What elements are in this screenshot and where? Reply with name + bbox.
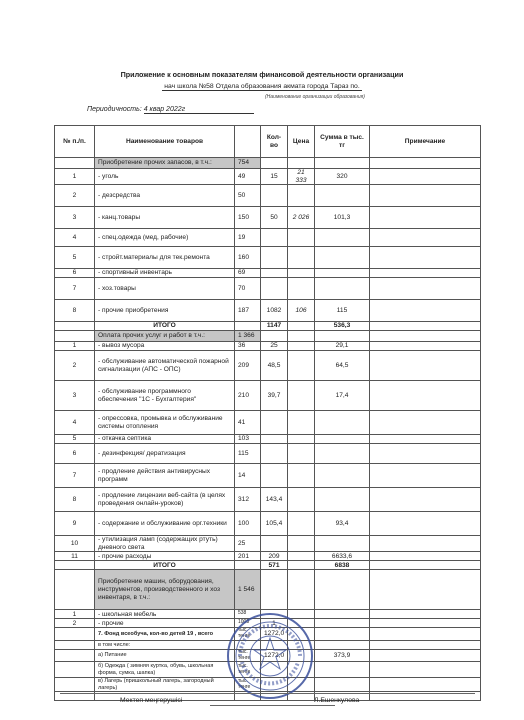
signature-block — [60, 693, 475, 706]
note — [370, 464, 481, 488]
table-row — [55, 381, 481, 411]
price — [288, 411, 315, 435]
note — [370, 185, 481, 207]
col-header-sum: Сумма в тыс. тг — [315, 126, 370, 158]
sum: 101,3 — [315, 207, 370, 229]
note — [370, 331, 481, 342]
table-row — [55, 169, 481, 185]
note — [370, 536, 481, 552]
row-number: 4 — [55, 229, 95, 247]
price — [288, 185, 315, 207]
price — [288, 570, 315, 610]
note — [370, 444, 481, 464]
quantity — [261, 536, 288, 552]
period-value: 4 квар 2022г — [144, 106, 254, 114]
official-stamp — [226, 612, 314, 700]
quantity — [261, 444, 288, 464]
col-header-qty: Кол-во — [261, 126, 288, 158]
row-number: 2 — [55, 185, 95, 207]
quantity — [261, 435, 288, 444]
row-number — [55, 640, 95, 649]
sum — [315, 411, 370, 435]
note — [370, 512, 481, 536]
row-number — [55, 561, 95, 570]
total-value: тыс. тенге — [235, 649, 261, 662]
item-name: - спец.одежда (мед, рабочие) — [95, 229, 235, 247]
note — [370, 628, 481, 641]
note — [370, 561, 481, 570]
row-number: 8 — [55, 488, 95, 512]
sum — [315, 662, 370, 678]
price: 21 333 — [288, 169, 315, 185]
total-value: 14 — [235, 464, 261, 488]
item-name: - спортивный инвентарь — [95, 269, 235, 278]
price — [288, 464, 315, 488]
sum: 6838 — [315, 561, 370, 570]
row-number: 6 — [55, 444, 95, 464]
organization-note: (Наименование организации образования) — [265, 94, 365, 100]
quantity: 1272,0 — [261, 628, 288, 641]
note — [370, 300, 481, 322]
item-name: - содержание и обслуживание орг.техники — [95, 512, 235, 536]
price — [288, 488, 315, 512]
note — [370, 342, 481, 351]
price — [288, 229, 315, 247]
total-value: 201 — [235, 552, 261, 561]
sum — [315, 610, 370, 619]
quantity: 50 — [261, 207, 288, 229]
total-value: 41 — [235, 411, 261, 435]
row-number: 10 — [55, 536, 95, 552]
item-name: а) Питание — [95, 649, 235, 662]
quantity: 25 — [261, 342, 288, 351]
quantity — [261, 158, 288, 169]
table-row — [55, 552, 481, 561]
sum — [315, 464, 370, 488]
signature-name: Л.Ешенкулова — [314, 697, 360, 704]
table-row — [55, 207, 481, 229]
table-row — [55, 247, 481, 269]
item-name: - прочие расходы — [95, 552, 235, 561]
sum — [315, 269, 370, 278]
quantity — [261, 411, 288, 435]
table-row — [55, 278, 481, 300]
note — [370, 435, 481, 444]
table-row — [55, 512, 481, 536]
note — [370, 619, 481, 628]
table-row — [55, 351, 481, 381]
note — [370, 381, 481, 411]
col-header-note: Примечание — [370, 126, 481, 158]
price — [288, 247, 315, 269]
sum: 6633,6 — [315, 552, 370, 561]
quantity: 48,5 — [261, 351, 288, 381]
total-value: тыс. тенге — [235, 678, 261, 692]
note — [370, 322, 481, 331]
signature-line — [210, 705, 335, 706]
note — [370, 169, 481, 185]
sum — [315, 640, 370, 649]
sum: 115 — [315, 300, 370, 322]
item-name: ИТОГО — [95, 322, 235, 331]
total-value: 150 — [235, 207, 261, 229]
item-name: ИТОГО — [95, 561, 235, 570]
table-row — [55, 536, 481, 552]
total-value: 19 — [235, 229, 261, 247]
note — [370, 278, 481, 300]
row-number: 8 — [55, 300, 95, 322]
row-number: 2 — [55, 351, 95, 381]
item-name: б) Одежда ( зимняя куртка, обувь, школьная форма, сумка, шапка) — [95, 662, 235, 678]
row-number: 7 — [55, 278, 95, 300]
row-number: 1 — [55, 342, 95, 351]
sum: 64,5 — [315, 351, 370, 381]
table-row — [55, 488, 481, 512]
note — [370, 552, 481, 561]
section-row — [55, 158, 481, 169]
quantity: 1272,0 — [261, 649, 288, 662]
table-row — [55, 342, 481, 351]
table-row — [55, 229, 481, 247]
total-value: тыс. тенге — [235, 662, 261, 678]
total-value: 69 — [235, 269, 261, 278]
quantity — [261, 464, 288, 488]
row-number — [55, 628, 95, 641]
table-header-row — [55, 126, 481, 158]
item-name: - продление лицензии веб-сайта (в целях проведения онлайн-уроков) — [95, 488, 235, 512]
item-name: - откачка септика — [95, 435, 235, 444]
col-header-total — [235, 126, 261, 158]
table-row — [55, 269, 481, 278]
sum: 17,4 — [315, 381, 370, 411]
price — [288, 435, 315, 444]
total-value: 1 366 — [235, 331, 261, 342]
item-name: - обслуживание автоматической пожарной сигнализации (АПС - ОПС) — [95, 351, 235, 381]
row-number — [55, 322, 95, 331]
quantity — [261, 229, 288, 247]
note — [370, 662, 481, 678]
price — [288, 269, 315, 278]
note — [370, 488, 481, 512]
sum — [315, 536, 370, 552]
note — [370, 610, 481, 619]
row-number: 1 — [55, 610, 95, 619]
table-row — [55, 444, 481, 464]
total-value: 210 — [235, 381, 261, 411]
item-name: Приобретение машин, оборудования, инструментов, производственного и хоз инвентаря, в т.ч.: — [95, 570, 235, 610]
note — [370, 351, 481, 381]
note — [370, 678, 481, 692]
total-value: 49 — [235, 169, 261, 185]
sum — [315, 570, 370, 610]
note — [370, 207, 481, 229]
quantity: 1147 — [261, 322, 288, 331]
sum: 373,9 — [315, 649, 370, 662]
total-value — [235, 322, 261, 331]
item-name: - уголь — [95, 169, 235, 185]
sum — [315, 247, 370, 269]
total-value: 1008 — [235, 619, 261, 628]
total-value: 36 — [235, 342, 261, 351]
sum — [315, 444, 370, 464]
note — [370, 570, 481, 610]
item-name: в том числе: — [95, 640, 235, 649]
item-name: - дезинфекция/ дератизация — [95, 444, 235, 464]
note — [370, 649, 481, 662]
row-number: 4 — [55, 411, 95, 435]
price — [288, 342, 315, 351]
row-number: 7 — [55, 464, 95, 488]
item-name: - канц.товары — [95, 207, 235, 229]
table-row — [55, 411, 481, 435]
item-name: Оплата прочих услуг и работ в т.ч.: — [95, 331, 235, 342]
item-name: - школьная мебель — [95, 610, 235, 619]
total-value: 312 — [235, 488, 261, 512]
quantity — [261, 570, 288, 610]
row-number: 11 — [55, 552, 95, 561]
sum — [315, 678, 370, 692]
quantity: 143,4 — [261, 488, 288, 512]
item-name: в) Лагерь (пришкольный лагерь, загородный лагерь) — [95, 678, 235, 692]
item-name: - обслуживание программного обеспечения "1С - Бухгалтерия" — [95, 381, 235, 411]
col-header-price: Цена — [288, 126, 315, 158]
section-row — [55, 331, 481, 342]
total-value: 187 — [235, 300, 261, 322]
total-value: 25 — [235, 536, 261, 552]
table-row — [55, 464, 481, 488]
sum — [315, 331, 370, 342]
total-value: 754 — [235, 158, 261, 169]
item-name: 7. Фонд всеобуча, кол-во детей 19 , всего — [95, 628, 235, 641]
row-number: 3 — [55, 381, 95, 411]
quantity: 1 — [261, 619, 288, 628]
price — [288, 552, 315, 561]
note — [370, 229, 481, 247]
period — [87, 106, 254, 114]
price — [288, 351, 315, 381]
item-name: - прочие приобретения — [95, 300, 235, 322]
sum — [315, 185, 370, 207]
row-number: 5 — [55, 247, 95, 269]
sum — [315, 628, 370, 641]
item-name: - опрессовка, промывка и обслуживание системы отопления — [95, 411, 235, 435]
note — [370, 411, 481, 435]
quantity — [261, 331, 288, 342]
quantity: 571 — [261, 561, 288, 570]
quantity: 39,7 — [261, 381, 288, 411]
item-name: - прочие — [95, 619, 235, 628]
sum — [315, 158, 370, 169]
row-number: 3 — [55, 207, 95, 229]
item-name: - стройт.материалы для тек.ремонта — [95, 247, 235, 269]
quantity: 209 — [261, 552, 288, 561]
row-number: 6 — [55, 269, 95, 278]
col-header-no: № п./п. — [55, 126, 95, 158]
total-row — [55, 322, 481, 331]
total-value: 70 — [235, 278, 261, 300]
total-value: тыс. тенге — [235, 628, 261, 641]
sum — [315, 619, 370, 628]
note — [370, 158, 481, 169]
row-number: 5 — [55, 435, 95, 444]
total-value: 100 — [235, 512, 261, 536]
document-title: Приложение к основным показателям финансовой деятельности организации — [120, 70, 404, 79]
row-number — [55, 158, 95, 169]
quantity: 105,4 — [261, 512, 288, 536]
organization-name: нач школа №58 Отдела образования акмата города Тараз по. — [164, 83, 360, 90]
price — [288, 512, 315, 536]
sum: 536,3 — [315, 322, 370, 331]
signature-label: Мектеп меңгерушісі — [120, 697, 183, 704]
row-number — [55, 570, 95, 610]
price: 106 — [288, 300, 315, 322]
total-row — [55, 561, 481, 570]
section-row — [55, 570, 481, 610]
total-value: 103 — [235, 435, 261, 444]
quantity — [261, 269, 288, 278]
sum: 93,4 — [315, 512, 370, 536]
total-value: 115 — [235, 444, 261, 464]
sum — [315, 229, 370, 247]
sum — [315, 488, 370, 512]
price — [288, 331, 315, 342]
total-value: 1 546 — [235, 570, 261, 610]
row-number: 2 — [55, 619, 95, 628]
period-label: Периодичность: — [87, 106, 142, 113]
table-row — [55, 185, 481, 207]
price — [288, 158, 315, 169]
note — [370, 247, 481, 269]
item-name: - продление действия антивирусных программ — [95, 464, 235, 488]
table-row — [55, 300, 481, 322]
price: 2 026 — [288, 207, 315, 229]
quantity — [261, 247, 288, 269]
item-name: - хоз.товары — [95, 278, 235, 300]
sum: 29,1 — [315, 342, 370, 351]
price — [288, 278, 315, 300]
col-header-name: Наименование товаров — [95, 126, 235, 158]
item-name: - утилизация ламп (содержащих ртуть) дневного света — [95, 536, 235, 552]
note — [370, 640, 481, 649]
item-name: Приобретение прочих запасов, в т.ч.: — [95, 158, 235, 169]
sum: 320 — [315, 169, 370, 185]
quantity — [261, 278, 288, 300]
row-number — [55, 678, 95, 692]
quantity: 15 — [261, 169, 288, 185]
total-value: 50 — [235, 185, 261, 207]
quantity: 1082 — [261, 300, 288, 322]
price — [288, 322, 315, 331]
price — [288, 561, 315, 570]
total-value: 538 — [235, 610, 261, 619]
total-value: 160 — [235, 247, 261, 269]
price — [288, 381, 315, 411]
total-value — [235, 561, 261, 570]
price — [288, 536, 315, 552]
total-value: 209 — [235, 351, 261, 381]
row-number: 9 — [55, 512, 95, 536]
item-name: - дезсредства — [95, 185, 235, 207]
row-number — [55, 662, 95, 678]
table-row — [55, 435, 481, 444]
row-number — [55, 649, 95, 662]
item-name: - вывоз мусора — [95, 342, 235, 351]
row-number — [55, 331, 95, 342]
sum — [315, 435, 370, 444]
sum — [315, 278, 370, 300]
row-number: 1 — [55, 169, 95, 185]
note — [370, 269, 481, 278]
price — [288, 444, 315, 464]
quantity — [261, 185, 288, 207]
